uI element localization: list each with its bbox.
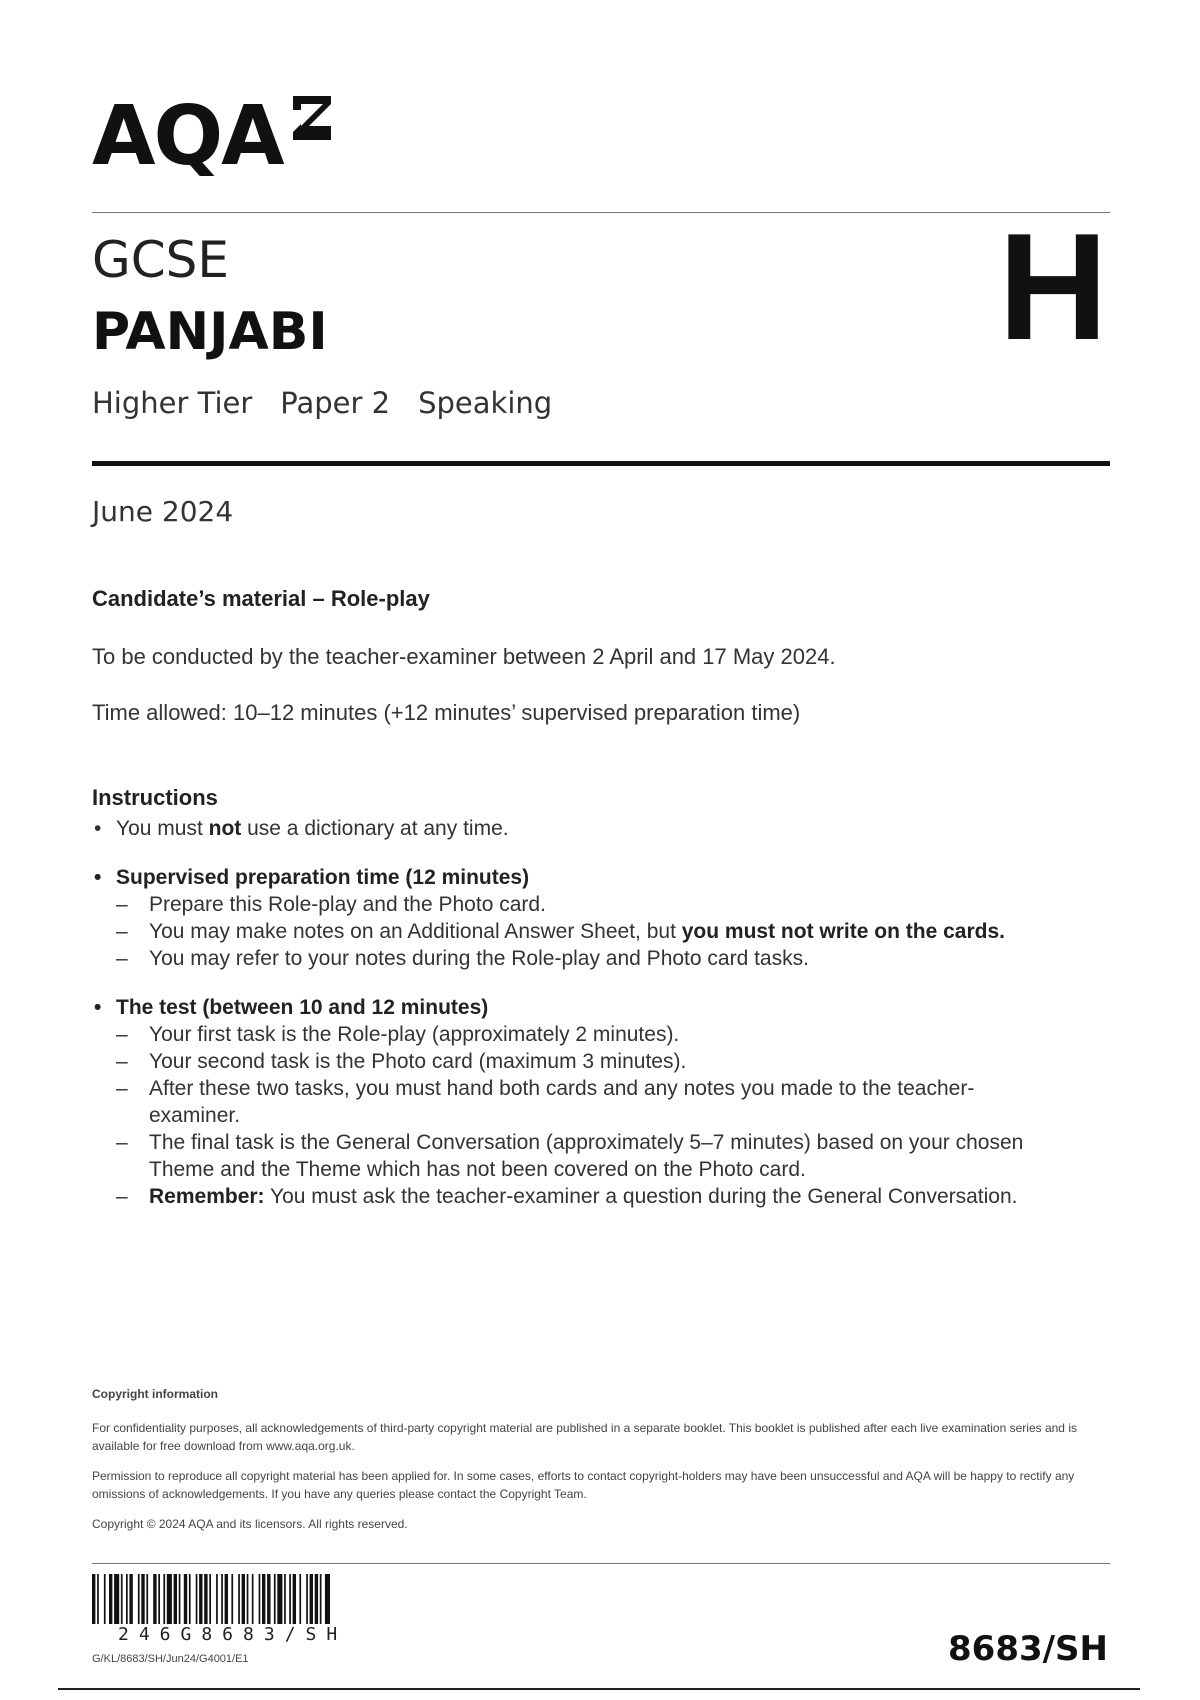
title-divider	[92, 461, 1110, 466]
footer-divider	[92, 1563, 1110, 1564]
barcode	[92, 1574, 446, 1624]
page-bottom-rule	[58, 1688, 1140, 1690]
reference-code: G/KL/8683/SH/Jun24/G4001/E1	[92, 1653, 249, 1665]
copyright-para: Permission to reproduce all copyright material has been applied for. In some cases, efforts to contact copyright-holders may have been unsuccessful and AQA will be happy to rectify any omissions of acknowledgements. If you have any queries please contact the Copyright Team.	[92, 1469, 1075, 1501]
copyright-para: For confidentiality purposes, all acknowledgements of third-party copyright material are published in a separate booklet. This booklet is published after each live examination series and is available for free download from www.aqa.org.uk.	[92, 1421, 1077, 1453]
conducted-note: To be conducted by the teacher-examiner between 2 April and 17 May 2024.	[92, 644, 836, 669]
time-allowed: Time allowed: 10–12 minutes (+12 minutes’ supervised preparation time)	[92, 700, 801, 725]
component-label: Speaking	[418, 386, 553, 420]
logo-text: AQA	[92, 89, 283, 184]
list-item: – Remember: You must ask the teacher-examiner a question during the General Conversation.	[92, 1183, 1122, 1210]
paper-label: Paper 2	[280, 386, 391, 420]
copyright-heading: Copyright information	[92, 1387, 218, 1401]
list-item: – You may refer to your notes during the Role-play and Photo card tasks.	[92, 945, 1122, 972]
copyright-para: Copyright © 2024 AQA and its licensors. All rights reserved.	[92, 1517, 408, 1531]
dictionary-rule: • You must not use a dictionary at any time.	[92, 815, 1122, 842]
instructions-heading: Instructions	[92, 785, 218, 810]
exam-date: June 2024	[92, 495, 234, 528]
aqa-logo	[92, 89, 335, 184]
prep-heading: • Supervised preparation time (12 minutes)	[92, 864, 1122, 891]
paper-info	[92, 383, 580, 423]
prep-section	[92, 864, 1122, 972]
material-title: Candidate’s material – Role-play	[92, 586, 430, 611]
specification-code: 8683/SH	[948, 1629, 1108, 1669]
tier-label: Higher Tier	[92, 386, 253, 420]
instructions	[92, 783, 1122, 1210]
list-item: – You may make notes on an Additional Answer Sheet, but you must not write on the cards.	[92, 918, 1122, 945]
qualification: GCSE	[92, 231, 229, 289]
list-item: – Your first task is the Role-play (approximately 2 minutes).	[92, 1021, 1122, 1048]
test-heading: • The test (between 10 and 12 minutes)	[92, 994, 1122, 1021]
logo-mark-icon	[289, 92, 335, 144]
subject-title: PANJABI	[92, 302, 328, 362]
list-item: – The final task is the General Conversation (approximately 5–7 minutes) based on your chosen Theme and the Theme which has not been covered on the Photo card.	[92, 1129, 1094, 1183]
list-item: – Your second task is the Photo card (maximum 3 minutes).	[92, 1048, 1122, 1075]
header-divider	[92, 212, 1110, 213]
list-item: – After these two tasks, you must hand both cards and any notes you made to the teacher-examiner.	[92, 1075, 1029, 1129]
copyright-info	[92, 1385, 1092, 1545]
test-section	[92, 994, 1122, 1210]
barcode-number: 246G8683/SH	[118, 1624, 348, 1645]
tier-letter: H	[998, 202, 1108, 372]
list-item: – Prepare this Role-play and the Photo card.	[92, 891, 1122, 918]
